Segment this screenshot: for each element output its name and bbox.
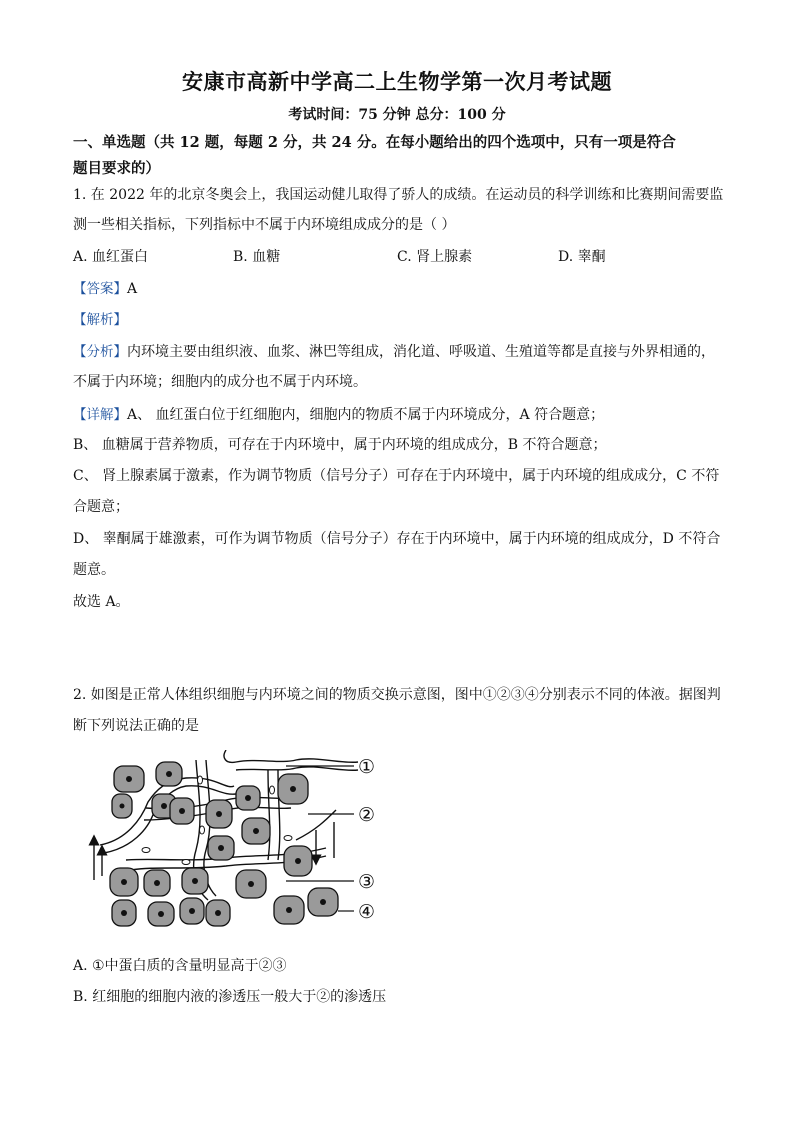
figure-label-4: ④ [358, 901, 376, 923]
top-vessel-inner [236, 767, 358, 770]
q2-option-a: A. ①中蛋白质的含量明显高于②③ [73, 958, 287, 974]
q1-fenxi-line1 [73, 340, 715, 361]
section-heading-line1: 一、单选题（共 12 题，每题 2 分，共 24 分。在每小题给出的四个选项中，只有一项是符合 [73, 134, 676, 151]
q1-option-a: A. 血红蛋白 [73, 249, 149, 265]
fenxi-text-1: 内环境主要由组织液、血浆、淋巴等组成，消化道、呼吸道、生殖道等都是直接与外界相通的， [127, 344, 715, 360]
vertical-vessel-a [268, 770, 270, 860]
q1-option-d: D. 睾酮 [558, 249, 606, 265]
figure-label-2: ② [358, 804, 376, 826]
figure-label-3: ③ [358, 871, 376, 893]
exam-info: 考试时间：75 分钟 总分：100 分 [288, 107, 506, 123]
q1-detail-d-line1: D、 睾酮属于雄激素，可作为调节物质（信号分子）存在于内环境中，属于内环境的组成成分，D 不符合 [73, 531, 721, 547]
tissue-exchange-diagram [86, 750, 391, 935]
q1-conclusion: 故选 A。 [73, 594, 130, 610]
q1-detail-a [73, 403, 604, 424]
tissue-cells [110, 762, 338, 926]
q1-detail-c-line2: 合题意； [73, 499, 129, 515]
top-vessel [224, 750, 358, 762]
q2-option-b: B. 红细胞的细胞内液的渗透压一般大于②的渗透压 [73, 989, 387, 1005]
answer-label: 【答案】 [73, 281, 127, 297]
q1-option-b: B. 血糖 [233, 249, 281, 265]
answer-value: A [127, 281, 138, 297]
q1-fenxi-line2: 不属于内环境；细胞内的成分也不属于内环境。 [73, 374, 367, 390]
q1-option-c: C. 肾上腺素 [397, 249, 473, 265]
q1-detail-c-line1: C、 肾上腺素属于激素，作为调节物质（信号分子）可存在于内环境中，属于内环境的组成成分，C 不符 [73, 468, 720, 484]
q1-analysis-label [73, 308, 127, 328]
q2-stem-line2: 断下列说法正确的是 [73, 718, 199, 734]
detail-label: 【详解】 [73, 407, 127, 423]
section-heading-line2: 题目要求的） [73, 160, 160, 177]
q2-stem-line1: 2. 如图是正常人体组织细胞与内环境之间的物质交换示意图，图中①②③④分别表示不同的体液。据图判 [73, 687, 721, 703]
q1-stem-line2: 测一些相关指标，下列指标中不属于内环境组成成分的是（ ） [73, 217, 456, 233]
analysis-label: 【解析】 [73, 312, 127, 328]
q1-stem-line1: 1. 在 2022 年的北京冬奥会上，我国运动健儿取得了骄人的成绩。在运动员的科学训练和比赛期间需要监 [73, 187, 724, 203]
q1-answer [73, 277, 137, 297]
q1-detail-d-line2: 题意。 [73, 562, 115, 578]
detail-a-text: A、 血红蛋白位于红细胞内，细胞内的物质不属于内环境成分，A 符合题意； [127, 407, 605, 423]
page-title: 安康市高新中学高二上生物学第一次月考试题 [182, 69, 612, 94]
figure-label-1: ① [358, 756, 376, 778]
q1-detail-b: B、 血糖属于营养物质，可存在于内环境中，属于内环境的组成成分，B 不符合题意； [73, 437, 607, 453]
fenxi-label: 【分析】 [73, 344, 127, 360]
